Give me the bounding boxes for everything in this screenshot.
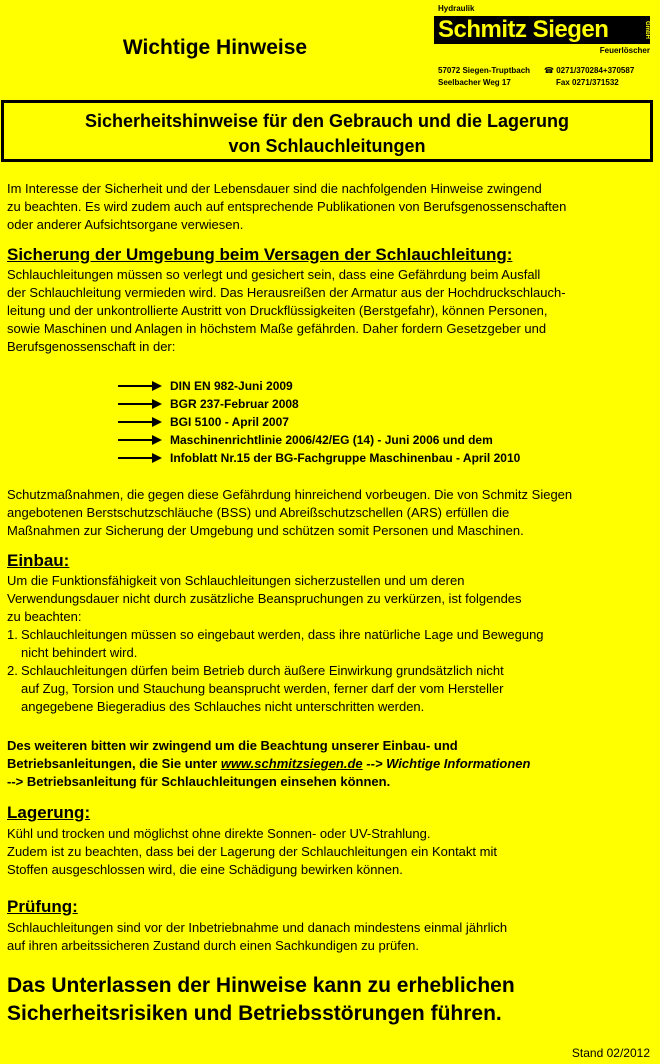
- installation-notice: [7, 737, 652, 791]
- final-warning-line: Das Unterlassen der Hinweise kann zu erheblichen: [7, 974, 515, 997]
- arrow-right-icon: [118, 381, 162, 391]
- section3-heading: Lagerung:: [7, 803, 91, 822]
- section1-after-paragraph: [7, 486, 652, 540]
- paragraph-line: sowie Maschinen und Anlagen in höchstem Maße gefährden. Daher fordern Gesetzgeber und: [7, 321, 547, 336]
- section4-heading: Prüfung:: [7, 897, 78, 916]
- paragraph-line: Zudem ist zu beachten, dass bei der Lagerung der Schlauchleitungen ein Kontakt mit: [7, 844, 497, 859]
- reference-text: DIN EN 982-Juni 2009: [170, 379, 293, 393]
- headline-line-1: Sicherheitshinweise für den Gebrauch und die Lagerung: [84, 111, 570, 131]
- section1-heading: Sicherung der Umgebung beim Versagen der Schlauchleitung:: [7, 245, 513, 264]
- paragraph-line: Um die Funktionsfähigkeit von Schlauchleitungen sicherzustellen und um deren: [7, 573, 465, 588]
- paragraph-line: angebotenen Berstschutzschläuche (BSS) und Abreißschutzschellen (ARS) erfüllen die: [7, 505, 510, 520]
- list-number: 2.: [7, 663, 18, 678]
- reference-item: [118, 431, 520, 449]
- arrow-right-icon: [118, 453, 162, 463]
- logo-fax: Fax 0271/371532: [556, 78, 619, 87]
- paragraph-line: zu beachten:: [7, 609, 82, 624]
- list-item: [7, 626, 652, 662]
- arrow-right-icon: [118, 417, 162, 427]
- website-link[interactable]: www.schmitzsiegen.de: [220, 756, 363, 771]
- section2-paragraph: [7, 572, 652, 716]
- paragraph-line: Stoffen ausgeschlossen wird, die eine Schädigung bewirken können.: [7, 862, 403, 877]
- list-line: auf Zug, Torsion und Stauchung beansprucht werden, ferner darf der vom Hersteller: [21, 681, 504, 696]
- logo-tagline-bottom: Feuerlöscher: [599, 46, 650, 55]
- final-warning-line: Sicherheitsrisiken und Betriebsstörungen führen.: [7, 1002, 502, 1025]
- section3-paragraph: [7, 825, 652, 879]
- list-line: Schlauchleitungen dürfen beim Betrieb durch äußere Einwirkung grundsätzlich nicht: [21, 663, 504, 678]
- logo-phone: ☎ 0271/370284+370587: [544, 66, 635, 75]
- section2-heading: Einbau:: [7, 551, 70, 570]
- reference-list: [118, 377, 520, 467]
- reference-text: Infoblatt Nr.15 der BG-Fachgruppe Maschinenbau - April 2010: [170, 451, 521, 465]
- list-line: angegebene Biegeradius des Schlauches nicht unterschritten werden.: [21, 699, 425, 714]
- section4-paragraph: [7, 919, 652, 955]
- notice-line: --> Betriebsanleitung für Schlauchleitungen einsehen können.: [7, 774, 391, 789]
- list-number: 1.: [7, 627, 18, 642]
- logo-gmbh: GmbH: [638, 16, 650, 44]
- arrow-right-icon: [118, 435, 162, 445]
- reference-text: BGR 237-Februar 2008: [170, 397, 299, 411]
- reference-text: Maschinenrichtlinie 2006/42/EG (14) - Juni 2006 und dem: [170, 433, 493, 447]
- notice-text: --> Wichtige Informationen: [362, 756, 531, 771]
- logo-address-1: 57072 Siegen-Truptbach: [438, 66, 531, 75]
- reference-item: [118, 413, 520, 431]
- paragraph-line: auf ihren arbeitssicheren Zustand durch einen Sachkundigen zu prüfen.: [7, 938, 419, 953]
- paragraph-line: Maßnahmen zur Sicherung der Umgebung und schützen somit Personen und Maschinen.: [7, 523, 524, 538]
- logo-address-2: Seelbacher Weg 17: [438, 78, 511, 87]
- reference-text: BGI 5100 - April 2007: [170, 415, 289, 429]
- paragraph-line: Kühl und trocken und möglichst ohne direkte Sonnen- oder UV-Strahlung.: [7, 826, 431, 841]
- intro-line: Im Interesse der Sicherheit und der Lebensdauer sind die nachfolgenden Hinweise zwingend: [7, 181, 542, 196]
- intro-paragraph: [7, 180, 652, 234]
- reference-item: [118, 395, 520, 413]
- notice-line: [7, 755, 652, 773]
- paragraph-line: Verwendungsdauer nicht durch zusätzliche Beanspruchungen zu verkürzen, ist folgendes: [7, 591, 522, 606]
- logo-tagline-top: Hydraulik: [438, 4, 475, 13]
- section1-paragraph: [7, 266, 652, 356]
- list-item: [7, 662, 652, 716]
- headline-box: [1, 100, 653, 162]
- reference-item: [118, 449, 520, 467]
- page-title: Wichtige Hinweise: [122, 36, 308, 59]
- logo-name: Schmitz Siegen: [434, 16, 638, 44]
- intro-line: zu beachten. Es wird zudem auch auf entsprechende Publikationen von Berufsgenossenschaften: [7, 199, 567, 214]
- paragraph-line: leitung und der unkontrollierte Austritt von Druckflüssigkeiten (Berstgefahr), können Personen,: [7, 303, 548, 318]
- list-line: Schlauchleitungen müssen so eingebaut werden, dass ihre natürliche Lage und Bewegung: [21, 627, 544, 642]
- notice-line: Des weiteren bitten wir zwingend um die Beachtung unserer Einbau- und: [7, 738, 458, 753]
- paragraph-line: Schlauchleitungen müssen so verlegt und gesichert sein, dass eine Gefährdung beim Ausfall: [7, 267, 541, 282]
- intro-line: oder anderer Aufsichtsorgane verwiesen.: [7, 217, 244, 232]
- installation-list: [7, 626, 652, 716]
- final-warning: [7, 972, 652, 1028]
- paragraph-line: der Schlauchleitung vermieden wird. Das Herausreißen der Armatur aus der Hochdruckschlauch-: [7, 285, 566, 300]
- company-logo: [432, 4, 654, 92]
- headline-line-2: von Schlauchleitungen: [228, 136, 426, 156]
- paragraph-line: Schutzmaßnahmen, die gegen diese Gefährdung hinreichend vorbeugen. Die von Schmitz Siegen: [7, 487, 573, 502]
- document-version: Stand 02/2012: [571, 1046, 650, 1060]
- paragraph-line: Berufsgenossenschaft in der:: [7, 339, 176, 354]
- paragraph-line: Schlauchleitungen sind vor der Inbetriebnahme und danach mindestens einmal jährlich: [7, 920, 508, 935]
- notice-text: Betriebsanleitungen, die Sie unter: [7, 756, 221, 771]
- reference-item: [118, 377, 520, 395]
- list-line: nicht behindert wird.: [21, 645, 138, 660]
- arrow-right-icon: [118, 399, 162, 409]
